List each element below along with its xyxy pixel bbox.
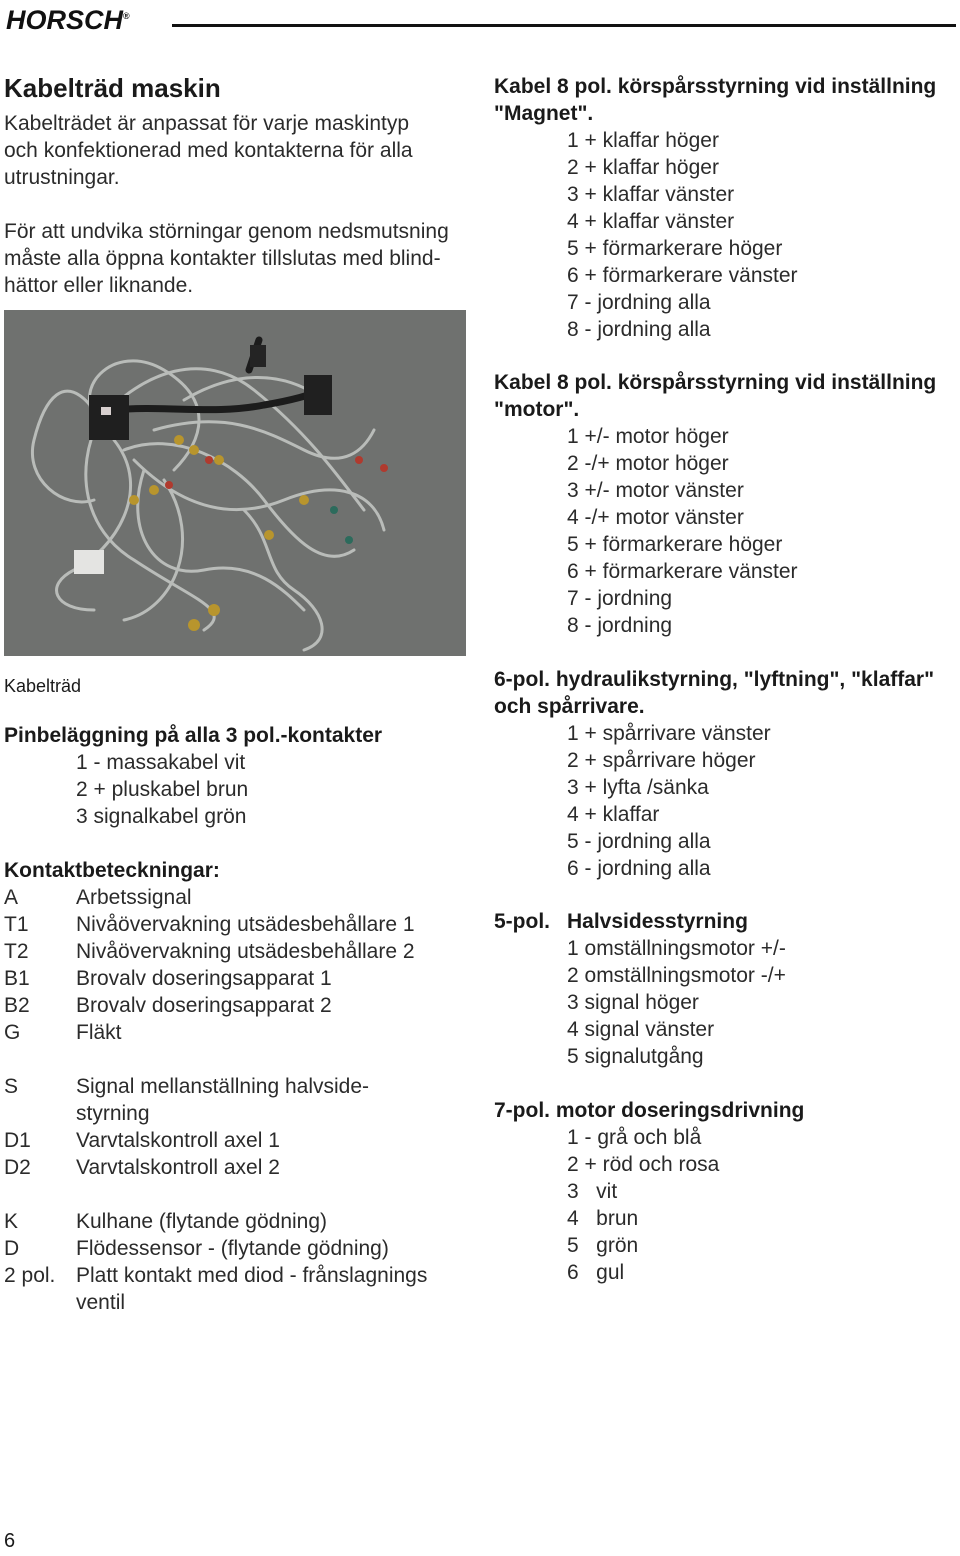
motor-pin: 5 + förmarkerare höger xyxy=(567,533,783,556)
dosing-pin: 2 + röd och rosa xyxy=(567,1153,720,1176)
contact-row xyxy=(4,992,474,1019)
contact-row xyxy=(4,1127,474,1154)
warning-paragraph xyxy=(4,218,474,299)
motor-pin: 1 +/- motor höger xyxy=(567,425,729,448)
pin-line: 2 + pluskabel brun xyxy=(76,778,249,801)
magnet-pin: 7 - jordning alla xyxy=(567,291,711,314)
warning-line: hättor eller liknande. xyxy=(4,274,194,297)
contact-key: B1 xyxy=(4,967,30,990)
hydraulic-pin: 4 + klaffar xyxy=(567,803,660,826)
half-side-pin: 4 signal vänster xyxy=(567,1018,715,1041)
half-side-pin: 1 omställningsmotor +/- xyxy=(567,937,786,960)
contact-value: Nivåövervakning utsädesbehållare 2 xyxy=(76,940,415,963)
motor-heading: Kabel 8 pol. körspårsstyrning vid inställning xyxy=(494,371,937,394)
contact-row xyxy=(4,911,474,938)
half-side-title: Halvsidesstyrning xyxy=(567,910,748,933)
contact-key: D2 xyxy=(4,1156,31,1179)
contact-key: D1 xyxy=(4,1129,31,1152)
pin-assignment-section xyxy=(4,722,474,830)
contact-value-line: Signal mellanställning halvside- xyxy=(76,1075,369,1098)
half-side-key: 5-pol. xyxy=(494,910,550,933)
intro-line: utrustningar. xyxy=(4,166,120,189)
contact-row xyxy=(4,1235,474,1262)
contact-key: D xyxy=(4,1237,20,1260)
magnet-section xyxy=(494,73,960,343)
half-side-section xyxy=(494,908,960,1070)
contact-row xyxy=(4,1262,474,1316)
magnet-pin: 3 + klaffar vänster xyxy=(567,183,735,206)
contact-value xyxy=(76,1073,474,1127)
dosing-section xyxy=(494,1097,960,1286)
header-rule xyxy=(172,24,956,27)
contact-value-line: Platt kontakt med diod - frånslagnings xyxy=(76,1264,428,1287)
contact-row xyxy=(4,1154,474,1181)
motor-heading: "motor". xyxy=(494,398,580,421)
hydraulic-pin: 5 - jordning alla xyxy=(567,830,711,853)
magnet-heading: "Magnet". xyxy=(494,102,594,125)
contact-value: Varvtalskontroll axel 2 xyxy=(76,1156,280,1179)
magnet-pin: 4 + klaffar vänster xyxy=(567,210,735,233)
magnet-pin: 6 + förmarkerare vänster xyxy=(567,264,798,287)
pin-line: 3 signalkabel grön xyxy=(76,805,247,828)
motor-pin: 2 -/+ motor höger xyxy=(567,452,729,475)
hydraulic-pin: 6 - jordning alla xyxy=(567,857,711,880)
page-number: 6 xyxy=(4,1530,16,1552)
contacts-section xyxy=(4,857,474,1046)
magnet-pin: 8 - jordning alla xyxy=(567,318,711,341)
dosing-pin: 4 brun xyxy=(567,1207,639,1230)
contact-value: Brovalv doseringsapparat 2 xyxy=(76,994,332,1017)
contact-value: Kulhane (flytande gödning) xyxy=(76,1210,328,1233)
contact-key: S xyxy=(4,1075,19,1098)
contact-key: G xyxy=(4,1021,21,1044)
motor-pin: 8 - jordning xyxy=(567,614,673,637)
contact-key: T1 xyxy=(4,913,29,936)
magnet-pin: 5 + förmarkerare höger xyxy=(567,237,783,260)
photo-caption: Kabelträd xyxy=(4,676,82,696)
motor-pin: 4 -/+ motor vänster xyxy=(567,506,744,529)
motor-pin: 7 - jordning xyxy=(567,587,673,610)
contact-key: A xyxy=(4,886,19,909)
contact-row xyxy=(4,965,474,992)
contact-value xyxy=(76,1262,474,1316)
contact-value: Flödessensor - (flytande gödning) xyxy=(76,1237,389,1260)
hydraulic-heading: 6-pol. hydraulikstyrning, "lyftning", "klaffar" xyxy=(494,668,935,691)
half-side-pin: 3 signal höger xyxy=(567,991,699,1014)
motor-section xyxy=(494,369,960,639)
contact-value: Fläkt xyxy=(76,1021,122,1044)
intro-line: Kabelträdet är anpassat för varje maskintyp xyxy=(4,112,410,135)
cable-harness-photo xyxy=(4,310,466,656)
magnet-heading: Kabel 8 pol. körspårsstyrning vid inställning xyxy=(494,75,937,98)
contact-row xyxy=(4,884,474,911)
dosing-pin: 5 grön xyxy=(567,1234,639,1257)
contact-value: Brovalv doseringsapparat 1 xyxy=(76,967,332,990)
contact-row xyxy=(4,1019,474,1046)
contact-key: B2 xyxy=(4,994,30,1017)
contact-key: K xyxy=(4,1210,19,1233)
hydraulic-heading: och spårrivare. xyxy=(494,695,645,718)
contact-key: 2 pol. xyxy=(4,1264,56,1287)
motor-pin: 3 +/- motor vänster xyxy=(567,479,744,502)
contact-value: Nivåövervakning utsädesbehållare 1 xyxy=(76,913,415,936)
warning-line: För att undvika störningar genom nedsmutsning xyxy=(4,220,449,243)
contacts-heading: Kontaktbeteckningar: xyxy=(4,859,220,882)
contact-row xyxy=(4,1208,474,1235)
intro-line: och konfektionerad med kontakterna för alla xyxy=(4,139,413,162)
contact-row xyxy=(4,938,474,965)
warning-line: måste alla öppna kontakter tillslutas med blind- xyxy=(4,247,441,270)
contact-row xyxy=(4,1073,474,1127)
dosing-pin: 1 - grå och blå xyxy=(567,1126,702,1149)
pin-line: 1 - massakabel vit xyxy=(76,751,246,774)
magnet-pin: 2 + klaffar höger xyxy=(567,156,719,179)
contacts-section-3 xyxy=(4,1208,474,1316)
registered-mark: ® xyxy=(123,11,130,21)
dosing-pin: 3 vit xyxy=(567,1180,618,1203)
intro-paragraph xyxy=(4,110,474,191)
contacts-section-2 xyxy=(4,1073,474,1181)
page-title: Kabelträd maskin xyxy=(4,73,221,103)
dosing-heading: 7-pol. motor doseringsdrivning xyxy=(494,1099,805,1122)
contact-key: T2 xyxy=(4,940,29,963)
half-side-pin: 5 signalutgång xyxy=(567,1045,704,1068)
contact-value-line: ventil xyxy=(76,1291,126,1314)
logo-text: HORSCH xyxy=(6,5,124,35)
hydraulic-pin: 2 + spårrivare höger xyxy=(567,749,756,772)
dosing-pin: 6 gul xyxy=(567,1261,625,1284)
hydraulic-section xyxy=(494,666,960,882)
motor-pin: 6 + förmarkerare vänster xyxy=(567,560,798,583)
magnet-pin: 1 + klaffar höger xyxy=(567,129,719,152)
horsch-logo xyxy=(6,2,130,34)
pin-assignment-heading: Pinbeläggning på alla 3 pol.-kontakter xyxy=(4,724,383,747)
contact-value: Varvtalskontroll axel 1 xyxy=(76,1129,280,1152)
contact-value: Arbetssignal xyxy=(76,886,192,909)
hydraulic-pin: 1 + spårrivare vänster xyxy=(567,722,771,745)
cable-harness-image xyxy=(4,310,466,656)
half-side-heading xyxy=(494,908,960,935)
half-side-pin: 2 omställningsmotor -/+ xyxy=(567,964,786,987)
hydraulic-pin: 3 + lyfta /sänka xyxy=(567,776,709,799)
contact-value-line: styrning xyxy=(76,1102,150,1125)
